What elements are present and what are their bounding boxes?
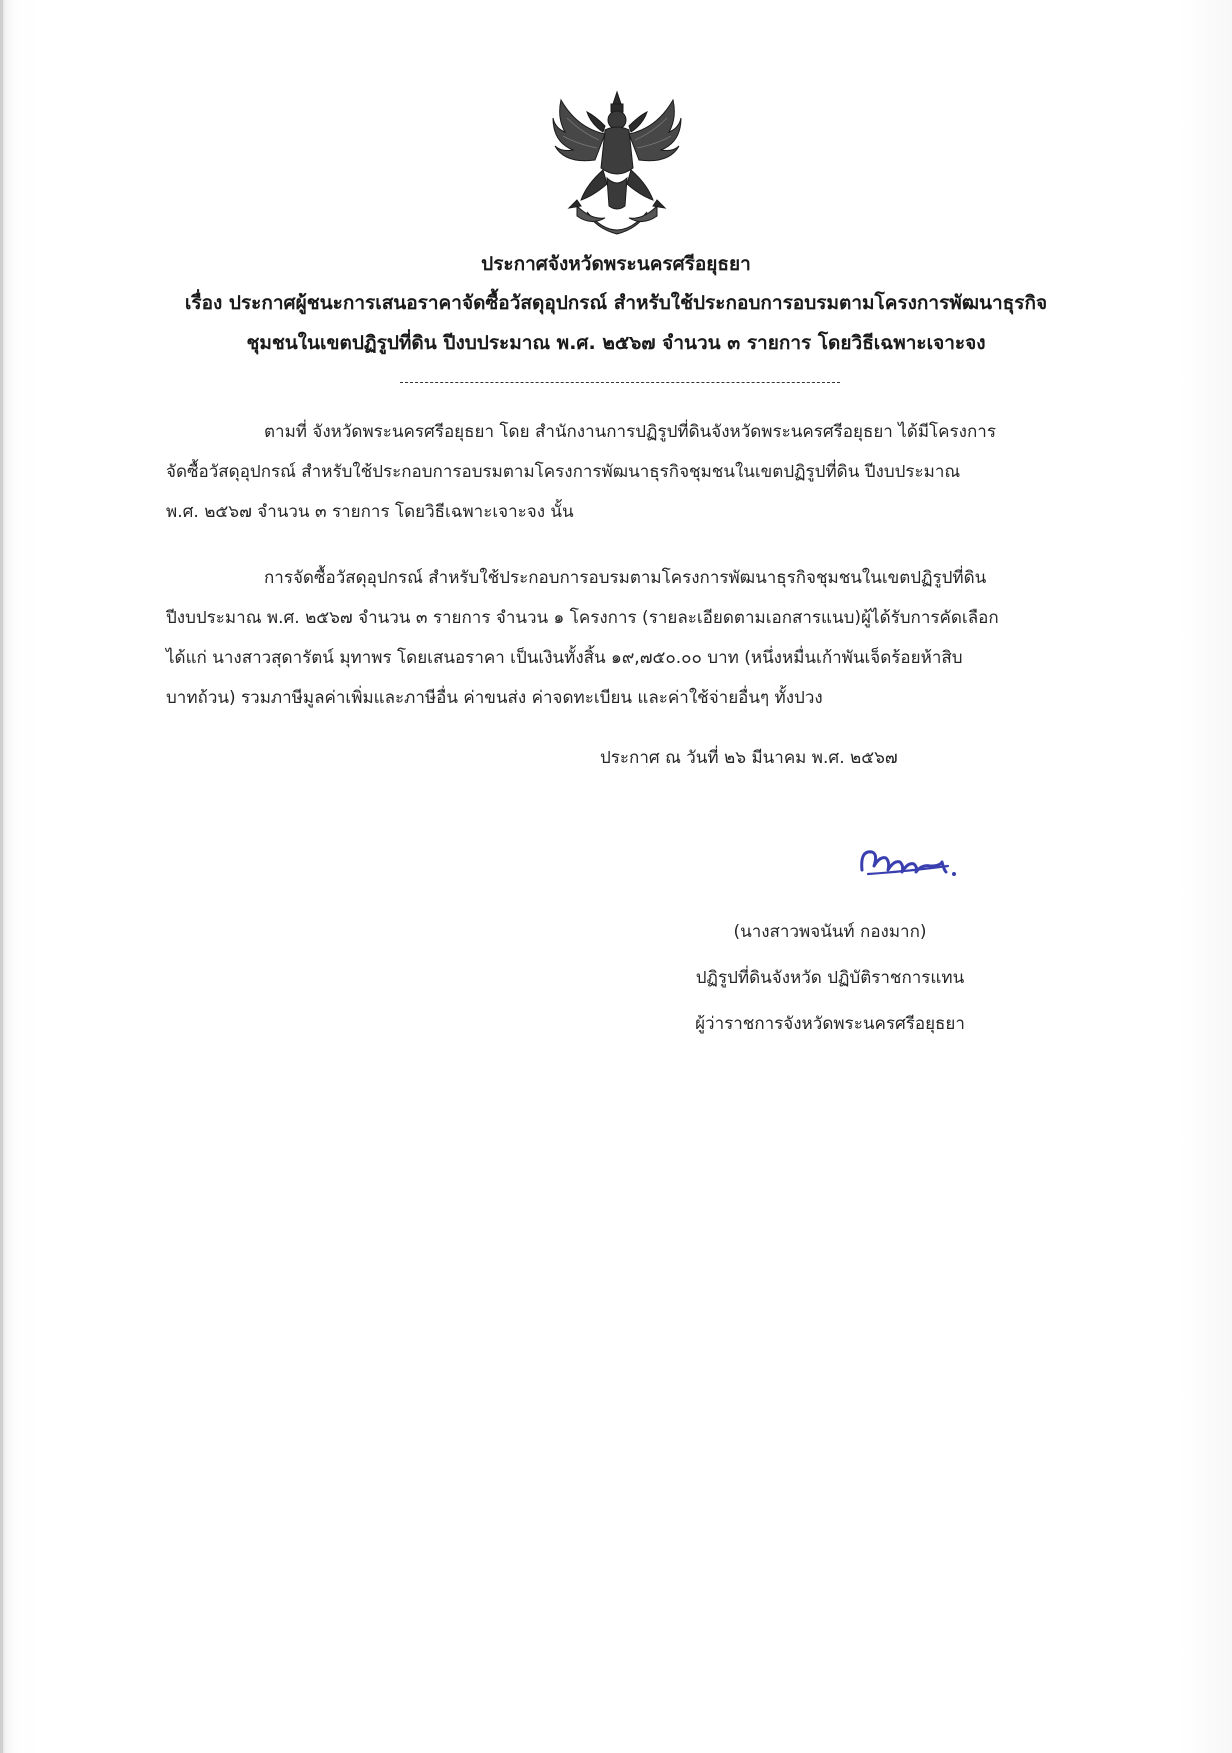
signer-position: ผู้ว่าราชการจังหวัดพระนครศรีอยุธยา [695, 1014, 965, 1034]
paragraph-2-line: ได้แก่ นางสาวสุดารัตน์ มุทาพร โดยเสนอราคา เป็นเงินทั้งสิ้น ๑๙,๗๕๐.๐๐ บาท (หนึ่งหมื่นเก้าพันเจ็ดร้อยห้าสิบ [166, 648, 963, 668]
dashed-divider [400, 382, 840, 383]
paragraph-2-line: ปีงบประมาณ พ.ศ. ๒๕๖๗ จำนวน ๓ รายการ จำนวน ๑ โครงการ (รายละเอียดตามเอกสารแนบ)ผู้ได้รับการคัดเลือก [166, 608, 999, 628]
paragraph-1-line: ตามที่ จังหวัดพระนครศรีอยุธยา โดย สำนักงานการปฏิรูปที่ดินจังหวัดพระนครศรีอยุธยา ได้มีโครงการ [264, 422, 996, 442]
subject-line: ชุมชนในเขตปฏิรูปที่ดิน ปีงบประมาณ พ.ศ. ๒๕๖๗ จำนวน ๓ รายการ โดยวิธีเฉพาะเจาะจง [246, 332, 986, 354]
paragraph-2-line: การจัดซื้อวัสดุอุปกรณ์ สำหรับใช้ประกอบการอบรมตามโครงการพัฒนาธุรกิจชุมชนในเขตปฏิรูปที่ดิน [264, 568, 987, 588]
paragraph-2-line: บาทถ้วน) รวมภาษีมูลค่าเพิ่มและภาษีอื่น ค่าขนส่ง ค่าจดทะเบียน และค่าใช้จ่ายอื่นๆ ทั้งปวง [166, 688, 823, 708]
announcement-date: ประกาศ ณ วันที่ ๒๖ มีนาคม พ.ศ. ๒๕๖๗ [600, 748, 898, 768]
document-title: ประกาศจังหวัดพระนครศรีอยุธยา [481, 253, 751, 275]
signer-position: ปฏิรูปที่ดินจังหวัด ปฏิบัติราชการแทน [695, 968, 965, 988]
paragraph-1-line: พ.ศ. ๒๕๖๗ จำนวน ๓ รายการ โดยวิธีเฉพาะเจาะจง นั้น [166, 502, 574, 522]
subject-line: เรื่อง ประกาศผู้ชนะการเสนอราคาจัดซื้อวัสดุอุปกรณ์ สำหรับใช้ประกอบการอบรมตามโครงการพัฒนาธุรกิจ [184, 292, 1048, 314]
handwritten-signature [850, 836, 970, 886]
garuda-emblem-icon [547, 88, 687, 248]
paragraph-1-line: จัดซื้อวัสดุอุปกรณ์ สำหรับใช้ประกอบการอบรมตามโครงการพัฒนาธุรกิจชุมชนในเขตปฏิรูปที่ดิน ปีงบประมาณ [166, 462, 961, 482]
signer-name: (นางสาวพจนันท์ กองมาก) [733, 922, 927, 942]
